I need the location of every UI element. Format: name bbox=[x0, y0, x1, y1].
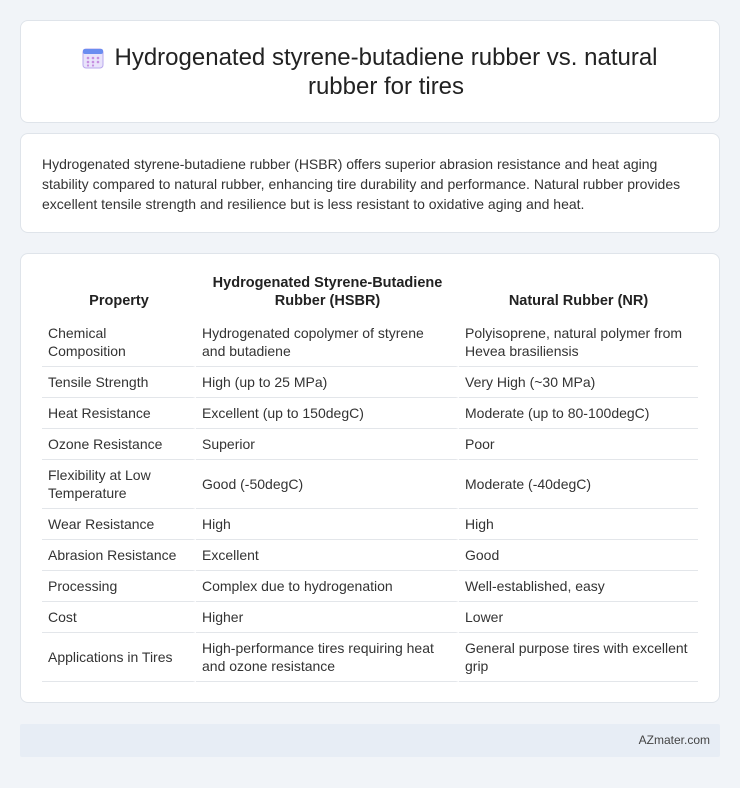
table-row bbox=[42, 602, 698, 633]
hsbr-cell: Excellent (up to 150degC) bbox=[196, 398, 459, 429]
hsbr-cell: Hydrogenated copolymer of styrene and butadiene bbox=[196, 318, 459, 367]
hsbr-cell: Higher bbox=[196, 602, 459, 633]
table-row bbox=[42, 509, 698, 540]
header-property: Property bbox=[89, 293, 149, 309]
property-cell: Tensile Strength bbox=[42, 367, 196, 398]
nr-cell: Poor bbox=[459, 429, 698, 460]
intro-text: Hydrogenated styrene-butadiene rubber (HSBR) offers superior abrasion resistance and heat aging stability compared to natural rubber, enhancing tire durability and performance. Natural rubber provides excellent tensile strength and resilience but is less resistant to oxidative aging and heat. bbox=[42, 156, 681, 212]
table-row bbox=[42, 571, 698, 602]
property-cell: Wear Resistance bbox=[42, 509, 196, 540]
nr-cell: Very High (~30 MPa) bbox=[459, 367, 698, 398]
footer-brand[interactable]: AZmater.com bbox=[638, 733, 710, 747]
hsbr-cell: Complex due to hydrogenation bbox=[196, 571, 459, 602]
hsbr-cell: Good (-50degC) bbox=[196, 460, 459, 509]
property-cell: Heat Resistance bbox=[42, 398, 196, 429]
table-row bbox=[42, 398, 698, 429]
title-card bbox=[20, 20, 720, 123]
header-nr: Natural Rubber (NR) bbox=[508, 293, 649, 309]
table-row bbox=[42, 633, 698, 682]
intro-card bbox=[20, 133, 720, 233]
nr-cell: Moderate (up to 80-100degC) bbox=[459, 398, 698, 429]
nr-cell: Moderate (-40degC) bbox=[459, 460, 698, 509]
nr-cell: Well-established, easy bbox=[459, 571, 698, 602]
table-row bbox=[42, 367, 698, 398]
hsbr-cell: Superior bbox=[196, 429, 459, 460]
hsbr-cell: High (up to 25 MPa) bbox=[196, 367, 459, 398]
property-cell: Abrasion Resistance bbox=[42, 540, 196, 571]
property-cell: Ozone Resistance bbox=[42, 429, 196, 460]
table-row bbox=[42, 460, 698, 509]
nr-cell: Good bbox=[459, 540, 698, 571]
table-row bbox=[42, 540, 698, 571]
property-cell: Processing bbox=[42, 571, 196, 602]
nr-cell: General purpose tires with excellent grip bbox=[459, 633, 698, 682]
property-cell: Flexibility at Low Temperature bbox=[42, 460, 196, 509]
header-hsbr: Hydrogenated Styrene-Butadiene Rubber (HSBR) bbox=[212, 275, 443, 309]
table-row bbox=[42, 318, 698, 367]
hsbr-cell: High-performance tires requiring heat and ozone resistance bbox=[196, 633, 459, 682]
hsbr-cell: High bbox=[196, 509, 459, 540]
comparison-card bbox=[20, 253, 720, 703]
nr-cell: High bbox=[459, 509, 698, 540]
comparison-table bbox=[42, 274, 698, 682]
property-cell: Cost bbox=[42, 602, 196, 633]
footer-bar bbox=[20, 724, 720, 757]
property-cell: Applications in Tires bbox=[42, 633, 196, 682]
table-header-row bbox=[42, 274, 698, 318]
table-row bbox=[42, 429, 698, 460]
page-title: Hydrogenated styrene-butadiene rubber vs. natural rubber for tires bbox=[114, 44, 658, 100]
nr-cell: Polyisoprene, natural polymer from Hevea brasiliensis bbox=[459, 318, 698, 367]
nr-cell: Lower bbox=[459, 602, 698, 633]
hsbr-cell: Excellent bbox=[196, 540, 459, 571]
property-cell: Chemical Composition bbox=[42, 318, 196, 367]
